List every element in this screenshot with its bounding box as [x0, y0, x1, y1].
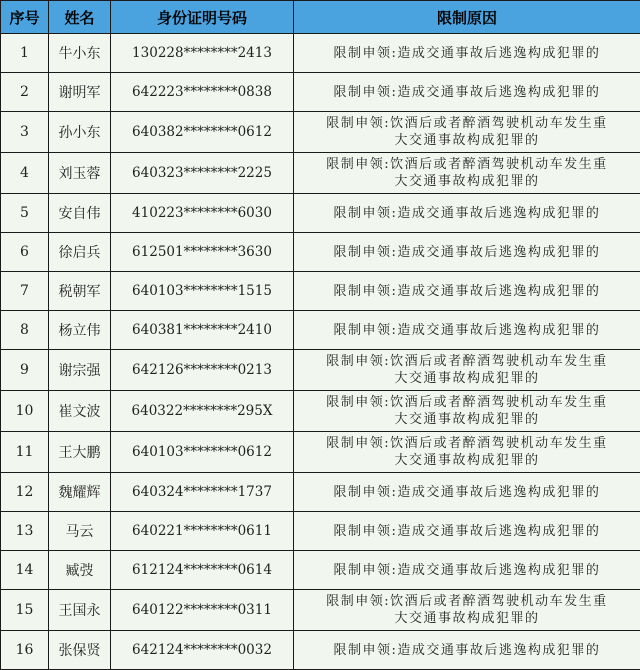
row-seq: 7	[1, 272, 49, 311]
reason-line: 限制申领:造成交通事故后逃逸构成犯罪的	[294, 84, 640, 101]
table-row	[1, 272, 640, 311]
table-row	[1, 34, 640, 73]
reason-line: 限制申领:饮酒后或者醉酒驾驶机动车发生重	[294, 435, 640, 452]
table-row	[1, 153, 640, 194]
row-name: 魏耀辉	[49, 473, 111, 512]
row-name: 徐启兵	[49, 233, 111, 272]
row-seq: 10	[1, 391, 49, 432]
table-body	[1, 34, 640, 670]
reason-line: 限制申领:造成交通事故后逃逸构成犯罪的	[294, 484, 640, 501]
row-id-number: 640382********0612	[111, 112, 294, 153]
header-seq: 序号	[1, 1, 49, 34]
row-name: 王大鹏	[49, 432, 111, 473]
table-header-row	[1, 1, 640, 34]
row-seq: 3	[1, 112, 49, 153]
row-id-number: 640221********0611	[111, 512, 294, 551]
header-name: 姓名	[49, 1, 111, 34]
row-reason	[294, 473, 640, 512]
reason-line: 限制申领:造成交通事故后逃逸构成犯罪的	[294, 642, 640, 659]
row-name: 牛小东	[49, 34, 111, 73]
row-reason	[294, 194, 640, 233]
table-row	[1, 350, 640, 391]
row-seq: 5	[1, 194, 49, 233]
row-seq: 14	[1, 551, 49, 590]
row-reason	[294, 34, 640, 73]
reason-line: 大交通事故构成犯罪的	[294, 411, 640, 428]
reason-line: 限制申领:饮酒后或者醉酒驾驶机动车发生重	[294, 394, 640, 411]
row-reason	[294, 112, 640, 153]
row-name: 马云	[49, 512, 111, 551]
header-reason: 限制原因	[294, 1, 640, 34]
row-seq: 12	[1, 473, 49, 512]
row-reason	[294, 233, 640, 272]
row-name: 王国永	[49, 590, 111, 631]
row-id-number: 640122********0311	[111, 590, 294, 631]
reason-line: 大交通事故构成犯罪的	[294, 370, 640, 387]
table-row	[1, 473, 640, 512]
table-row	[1, 112, 640, 153]
row-name: 谢明军	[49, 73, 111, 112]
row-name: 崔文波	[49, 391, 111, 432]
row-id-number: 640324********1737	[111, 473, 294, 512]
row-id-number: 640322********295X	[111, 391, 294, 432]
row-seq: 16	[1, 631, 49, 670]
row-id-number: 130228********2413	[111, 34, 294, 73]
row-id-number: 640323********2225	[111, 153, 294, 194]
row-name: 税朝军	[49, 272, 111, 311]
row-seq: 13	[1, 512, 49, 551]
row-name: 杨立伟	[49, 311, 111, 350]
row-name: 孙小东	[49, 112, 111, 153]
reason-line: 大交通事故构成犯罪的	[294, 452, 640, 469]
row-reason	[294, 311, 640, 350]
row-name: 谢宗强	[49, 350, 111, 391]
reason-line: 限制申领:饮酒后或者醉酒驾驶机动车发生重	[294, 353, 640, 370]
reason-line: 限制申领:饮酒后或者醉酒驾驶机动车发生重	[294, 593, 640, 610]
reason-line: 大交通事故构成犯罪的	[294, 132, 640, 149]
reason-line: 限制申领:造成交通事故后逃逸构成犯罪的	[294, 45, 640, 62]
table-row	[1, 551, 640, 590]
reason-line: 限制申领:造成交通事故后逃逸构成犯罪的	[294, 562, 640, 579]
table-row	[1, 432, 640, 473]
row-reason	[294, 153, 640, 194]
row-id-number: 640103********1515	[111, 272, 294, 311]
reason-line: 限制申领:造成交通事故后逃逸构成犯罪的	[294, 283, 640, 300]
row-reason	[294, 512, 640, 551]
row-id-number: 612124********0614	[111, 551, 294, 590]
table-row	[1, 194, 640, 233]
row-id-number: 612501********3630	[111, 233, 294, 272]
table-row	[1, 391, 640, 432]
header-id: 身份证明号码	[111, 1, 294, 34]
table-row	[1, 233, 640, 272]
row-id-number: 410223********6030	[111, 194, 294, 233]
reason-line: 大交通事故构成犯罪的	[294, 173, 640, 190]
row-reason	[294, 590, 640, 631]
table-row	[1, 631, 640, 670]
row-seq: 1	[1, 34, 49, 73]
reason-line: 限制申领:造成交通事故后逃逸构成犯罪的	[294, 244, 640, 261]
reason-line: 限制申领:造成交通事故后逃逸构成犯罪的	[294, 205, 640, 222]
row-reason	[294, 631, 640, 670]
table-row	[1, 73, 640, 112]
row-seq: 11	[1, 432, 49, 473]
reason-line: 大交通事故构成犯罪的	[294, 610, 640, 627]
reason-line: 限制申领:饮酒后或者醉酒驾驶机动车发生重	[294, 115, 640, 132]
row-name: 张保贤	[49, 631, 111, 670]
reason-line: 限制申领:造成交通事故后逃逸构成犯罪的	[294, 322, 640, 339]
row-name: 臧弢	[49, 551, 111, 590]
table-row	[1, 512, 640, 551]
row-id-number: 642223********0838	[111, 73, 294, 112]
row-reason	[294, 73, 640, 112]
reason-line: 限制申领:造成交通事故后逃逸构成犯罪的	[294, 523, 640, 540]
row-seq: 4	[1, 153, 49, 194]
row-id-number: 640103********0612	[111, 432, 294, 473]
reason-line: 限制申领:饮酒后或者醉酒驾驶机动车发生重	[294, 156, 640, 173]
row-seq: 15	[1, 590, 49, 631]
row-name: 安自伟	[49, 194, 111, 233]
row-name: 刘玉蓉	[49, 153, 111, 194]
row-reason	[294, 272, 640, 311]
row-id-number: 642126********0213	[111, 350, 294, 391]
row-reason	[294, 551, 640, 590]
row-reason	[294, 350, 640, 391]
row-seq: 9	[1, 350, 49, 391]
row-reason	[294, 432, 640, 473]
table-row	[1, 311, 640, 350]
row-reason	[294, 391, 640, 432]
row-seq: 8	[1, 311, 49, 350]
row-seq: 2	[1, 73, 49, 112]
row-id-number: 640381********2410	[111, 311, 294, 350]
table-row	[1, 590, 640, 631]
row-id-number: 642124********0032	[111, 631, 294, 670]
row-seq: 6	[1, 233, 49, 272]
